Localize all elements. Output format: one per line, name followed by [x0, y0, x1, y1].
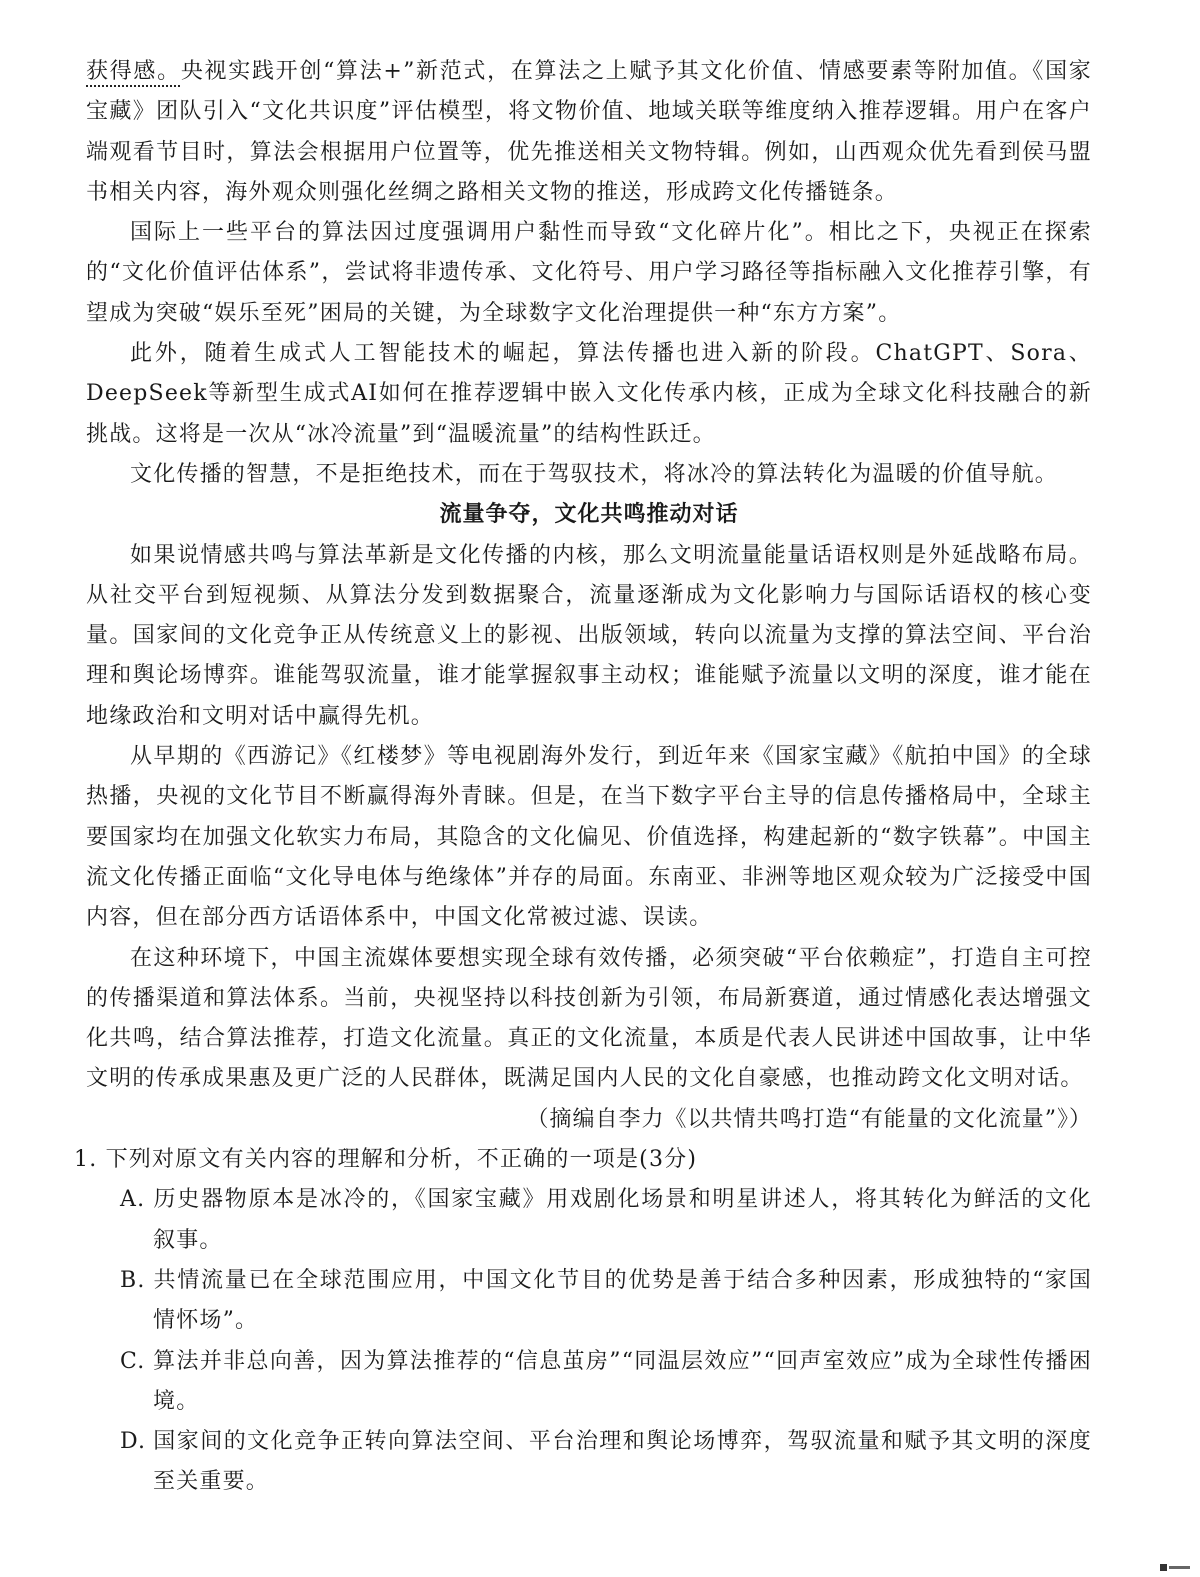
option-c: [86, 1342, 1092, 1423]
option-letter: B.: [120, 1267, 146, 1293]
option-letter: C.: [120, 1348, 146, 1374]
paragraph-1-text: 央视实践开创“算法+”新范式，在算法之上赋予其文化价值、情感要素等附加值。《国家宝藏》团队引入“文化共识度”评估模型，将文物价值、地域关联等维度纳入推荐逻辑。用户在客户端观看节目时，算法会根据用户位置等，优先推送相关文物特辑。例如，山西观众优先看到侯马盟书相关内容，海外观众则强化丝绸之路相关文物的推送，形成跨文化传播链条。: [86, 59, 1092, 205]
section-heading: 流量争夺，文化共鸣推动对话: [439, 502, 739, 528]
paragraph-7: 在这种环境下，中国主流媒体要想实现全球有效传播，必须突破“平台依赖症”，打造自主可控的传播渠道和算法体系。当前，央视坚持以科技创新为引领，布局新赛道，通过情感化表达增强文化共鸣，结合算法推荐，打造文化流量。真正的文化流量，本质是代表人民讲述中国故事，让中华文明的传承成果惠及更广泛的人民群体，既满足国内人民的文化自豪感，也推动跨文化文明对话。: [86, 945, 1092, 1092]
paragraph-5: 如果说情感共鸣与算法革新是文化传播的内核，那么文明流量能量话语权则是外延战略布局。从社交平台到短视频、从算法分发到数据聚合，流量逐渐成为文化影响力与国际话语权的核心变量。国家间的文化竞争正从传统意义上的影视、出版领域，转向以流量为支撑的算法空间、平台治理和舆论场博弈。谁能驾驭流量，谁才能掌握叙事主动权；谁能赋予流量以文明的深度，谁才能在地缘政治和文明对话中赢得先机。: [86, 542, 1092, 729]
option-b: [86, 1261, 1092, 1342]
qr-mark-icon: [1160, 1564, 1167, 1571]
paragraph-2: 国际上一些平台的算法因过度强调用户黏性而导致“文化碎片化”。相比之下，央视正在探索的“文化价值评估体系”，尝试将非遗传承、文化符号、用户学习路径等指标融入文化推荐引擎，有望成为突破“娱乐至死”困局的关键，为全球数字文化治理提供一种“东方方案”。: [86, 220, 1092, 326]
question-stem: 1. 下列对原文有关内容的理解和分析，不正确的一项是(3分): [74, 1147, 698, 1173]
option-letter: A.: [120, 1187, 146, 1213]
option-text: 历史器物原本是冰冷的，《国家宝藏》用戏剧化场景和明星讲述人，将其转化为鲜活的文化叙事。: [153, 1187, 1092, 1253]
source-citation: （摘编自李力《以共情共鸣打造“有能量的文化流量”》）: [526, 1106, 1092, 1132]
dotted-emphasis-text: 获得感。: [86, 59, 181, 84]
option-text: 共情流量已在全球范围应用，中国文化节目的优势是善于结合多种因素，形成独特的“家国情怀场”。: [153, 1267, 1092, 1334]
option-text: 国家间的文化竞争正转向算法空间、平台治理和舆论场博弈，驾驭流量和赋予其文明的深度至关重要。: [153, 1429, 1092, 1495]
option-letter: D.: [120, 1429, 147, 1455]
option-d: [86, 1422, 1092, 1503]
option-a: [86, 1180, 1092, 1261]
paragraph-4: 文化传播的智慧，不是拒绝技术，而在于驾驭技术，将冰冷的算法转化为温暖的价值导航。: [130, 461, 1059, 487]
paragraph-3: 此外，随着生成式人工智能技术的崛起，算法传播也进入新的阶段。ChatGPT、Sora、DeepSeek等新型生成式AI如何在推荐逻辑中嵌入文化传承内核，正成为全球文化科技融合的新挑战。这将是一次从“冰冷流量”到“温暖流量”的结构性跃迁。: [86, 341, 1092, 447]
corner-watermark-icon: [1160, 1563, 1190, 1571]
paragraph-6: 从早期的《西游记》《红楼梦》等电视剧海外发行，到近年来《国家宝藏》《航拍中国》的全球热播，央视的文化节目不断赢得海外青睐。但是，在当下数字平台主导的信息传播格局中，全球主要国家均在加强文化软实力布局，其隐含的文化偏见、价值选择，构建起新的“数字铁幕”。中国主流文化传播正面临“文化导电体与绝缘体”并存的局面。东南亚、非洲等地区观众较为广泛接受中国内容，但在部分西方话语体系中，中国文化常被过滤、误读。: [86, 744, 1092, 931]
document-page: [74, 52, 1092, 1503]
watermark-line: [1169, 1566, 1190, 1569]
paragraph-1: [86, 52, 1092, 213]
option-text: 算法并非总向善，因为算法推荐的“信息茧房”“同温层效应”“回声室效应”成为全球性传播困境。: [153, 1348, 1092, 1414]
